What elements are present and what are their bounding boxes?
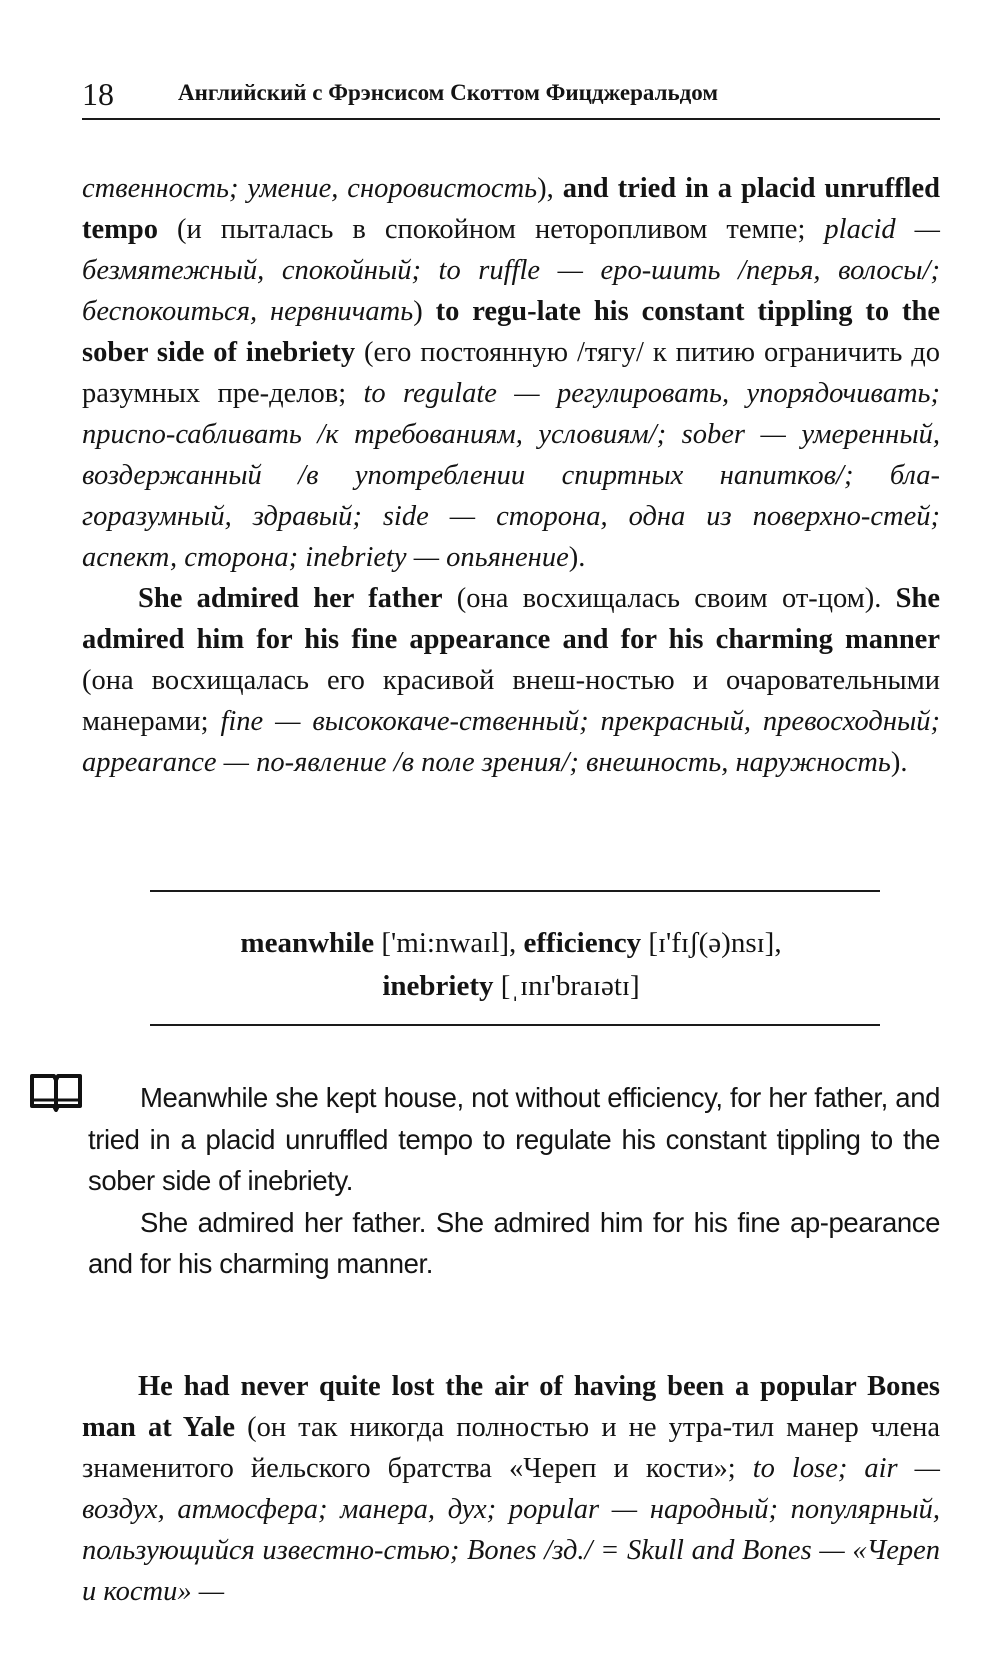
pronunciation-box xyxy=(82,922,940,1008)
vocabulary-note: to regulate — регулировать, упорядочивать; приспо-сабливать /к требованиям, условиям/; sober — умеренный, воздержанный /в употреблении спиртных напитков/; бла-горазумный, здравый; side — сторона, одна из поверхно-стей; аспект, сторона; inebriety — опьянение xyxy=(82,378,940,573)
translation-text: (его постоянную /тягу/ к питию ограничить до разумных пре-делов; xyxy=(82,337,941,409)
glossed-text-block xyxy=(82,168,940,783)
original-text-block xyxy=(88,1077,940,1285)
pron-ipa: [ˌɪnɪ'braɪətɪ] xyxy=(493,970,640,1002)
gloss-paragraph xyxy=(82,578,940,783)
english-phrase: and tried in a placid unruffled tempo xyxy=(82,173,940,245)
pronunciation-line xyxy=(82,965,940,1008)
pronunciation-line xyxy=(82,922,940,965)
pron-word: efficiency xyxy=(523,927,642,959)
gloss-paragraph xyxy=(82,168,940,578)
vocabulary-note: fine — высококаче-ственный; прекрасный, превосходный; appearance — по-явление /в поле зрения/; внешность, наружность xyxy=(82,706,940,778)
vocabulary-note: to lose; air — воздух, атмосфера; манера, дух; popular — народный; популярный, пользующийся известно-стью; Bones /зд./ = Skull and Bones — «Череп и кости» — xyxy=(82,1453,940,1607)
running-title: Английский с Фрэнсисом Скоттом Фицджеральдом xyxy=(178,80,719,105)
translation-text: (и пыталась в спокойном неторопливом темпе; xyxy=(157,214,825,245)
divider-bottom xyxy=(150,1024,880,1026)
gloss-text: ) xyxy=(413,296,436,327)
gloss-text: ). xyxy=(568,542,586,573)
page-header xyxy=(82,72,940,120)
english-phrase: She admired him for his fine appearance and for his charming manner xyxy=(82,583,940,655)
pron-word: inebriety xyxy=(382,970,494,1002)
gloss-paragraph xyxy=(82,1366,940,1612)
pron-ipa: ['mi:nwaɪl], xyxy=(374,927,524,959)
translation-text: (он так никогда полностью и не утра-тил манер члена знаменитого йельского братства «Череп и кости»; xyxy=(82,1412,941,1484)
gloss-italic: ственность; умение, сноровистость xyxy=(82,173,538,204)
original-paragraph: Meanwhile she kept house, not without efficiency, for her father, and tried in a placid unruffled tempo to regulate his constant tippling to the sober side of inebriety. xyxy=(88,1082,940,1196)
translation-text: (она восхищалась его красивой внеш-ностью и очаровательными манерами; xyxy=(82,665,940,737)
pron-word: meanwhile xyxy=(240,927,375,959)
page-number: 18 xyxy=(82,76,114,112)
english-phrase: She admired her father xyxy=(138,583,443,614)
english-phrase: He had never quite lost the air of having been a popular Bones man at Yale xyxy=(82,1371,940,1443)
english-phrase: to regu-late his constant tippling to the sober side of inebriety xyxy=(82,296,940,368)
open-book-icon xyxy=(28,1070,84,1112)
divider-top xyxy=(150,890,880,892)
translation-text: (она восхищалась своим от-цом). xyxy=(442,583,896,614)
vocabulary-note: placid — безмятежный, спокойный; to ruffle — еро-шить /перья, волосы/; беспокоиться, нервничать xyxy=(82,214,941,327)
gloss-text: ). xyxy=(890,747,908,778)
glossed-text-block-2 xyxy=(82,1366,940,1612)
original-paragraph: She admired her father. She admired him for his fine ap-pearance and for his charming manner. xyxy=(88,1206,940,1279)
pron-ipa: [ɪ'fɪʃ(ə)nsɪ], xyxy=(641,927,782,959)
gloss-text: ), xyxy=(537,173,563,204)
